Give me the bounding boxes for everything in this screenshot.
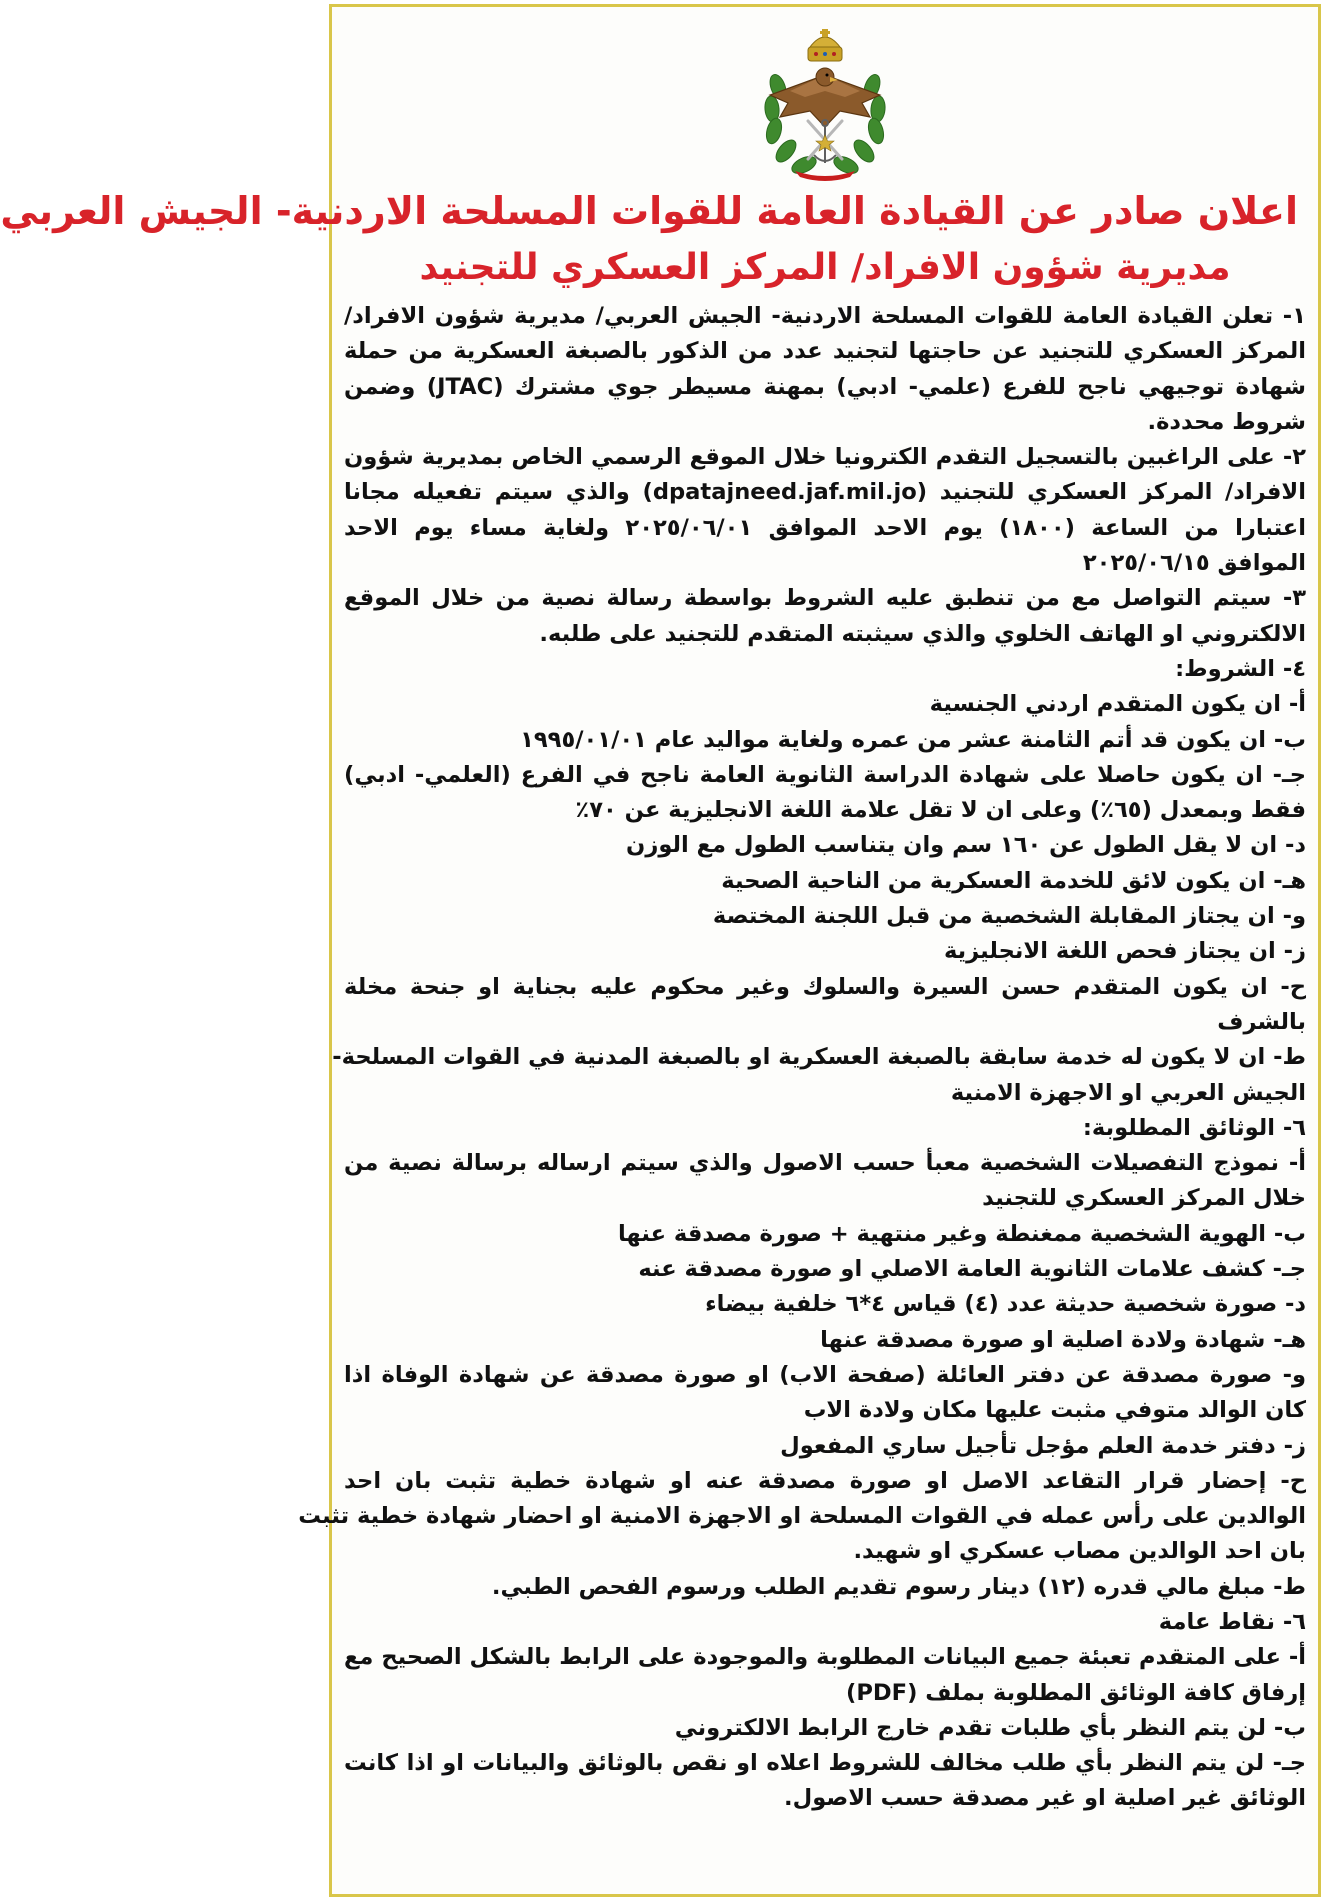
body-line: ١- تعلن القيادة العامة للقوات المسلحة الاردنية- الجيش العربي/ مديرية شؤون الافراد/: [344, 303, 1306, 329]
body-line: هـ- ان يكون لائق للخدمة العسكرية من الناحية الصحية: [721, 867, 1306, 894]
body-line: الوثائق غير اصلية او غير مصدقة حسب الاصول.: [784, 1785, 1306, 1812]
body-line: ٦- نقاط عامة: [1158, 1608, 1306, 1635]
body-line: فقط وبمعدل (٦٥٪) وعلى ان لا تقل علامة اللغة الانجليزية عن ٧٠٪: [575, 797, 1306, 824]
body-line: و- صورة مصدقة عن دفتر العائلة (صفحة الاب) او صورة مصدقة عن شهادة الوفاة اذا: [344, 1361, 1306, 1388]
body-line: ٢- على الراغبين بالتسجيل التقدم الكترونيا خلال الموقع الرسمي الخاص بمديرية شؤون: [344, 444, 1306, 471]
body-line: كان الوالد متوفي مثبت عليها مكان ولادة الاب: [803, 1397, 1306, 1424]
body-line: بان احد الوالدين مصاب عسكري او شهيد.: [853, 1538, 1306, 1565]
body-line: ٦- الوثائق المطلوبة:: [1082, 1114, 1306, 1141]
announcement-page: [0, 4, 1321, 1897]
body-line: الجيش العربي او الاجهزة الامنية: [950, 1079, 1306, 1106]
body-line: د- صورة شخصية حديثة عدد (٤) قياس ٤*٦ خلفية بيضاء: [705, 1291, 1306, 1318]
body-line: أ- نموذج التفصيلات الشخصية معبأ حسب الاصول والذي سيتم ارساله برسالة نصية من: [344, 1150, 1306, 1177]
jordan-armed-forces-emblem-icon: [750, 25, 900, 185]
body-line: ز- دفتر خدمة العلم مؤجل تأجيل ساري المفعول: [780, 1432, 1306, 1459]
body-line: اعتبارا من الساعة (١٨٠٠) يوم الاحد الموافق ٢٠٢٥/٠٦/٠١ ولغاية مساء يوم الاحد: [344, 514, 1306, 541]
body-line: الالكتروني او الهاتف الخلوي والذي سيثبته المتقدم للتجنيد على طلبه.: [539, 620, 1306, 647]
body-line: ٣- سيتم التواصل مع من تنطبق عليه الشروط بواسطة رسالة نصية من خلال الموقع: [344, 585, 1306, 612]
body-line: ب- لن يتم النظر بأي طلبات تقدم خارج الرابط الالكتروني: [674, 1714, 1306, 1741]
body-line: الافراد/ المركز العسكري للتجنيد (dpatajneed.jaf.mil.jo) والذي سيتم تفعيله مجانا: [344, 479, 1306, 506]
body-line: د- ان لا يقل الطول عن ١٦٠ سم وان يتناسب الطول مع الوزن: [626, 832, 1306, 859]
body-line: ب- الهوية الشخصية ممغنطة وغير منتهية + صورة مصدقة عنها: [617, 1220, 1306, 1247]
body-line: ز- ان يجتاز فحص اللغة الانجليزية: [943, 938, 1306, 965]
body-line: هـ- شهادة ولادة اصلية او صورة مصدقة عنها: [820, 1326, 1306, 1353]
body-line: و- ان يجتاز المقابلة الشخصية من قبل اللجنة المختصة: [712, 903, 1306, 930]
body-line: ح- ان يكون المتقدم حسن السيرة والسلوك وغير محكوم عليه بجناية او جنحة مخلة: [344, 973, 1306, 1000]
body-line: خلال المركز العسكري للتجنيد: [982, 1185, 1306, 1212]
body-line: جـ- لن يتم النظر بأي طلب مخالف للشروط اعلاه او نقص بالوثائق والبيانات او اذا كانت: [344, 1750, 1306, 1777]
body-line: الوالدين على رأس عمله في القوات المسلحة او الاجهزة الامنية او احضار شهادة خطية تثبت: [298, 1503, 1306, 1530]
body-line: شهادة توجيهي ناجح للفرع (علمي- ادبي) بمهنة مسيطر جوي مشترك (JTAC) وضمن: [344, 373, 1306, 400]
body-line: ب- ان يكون قد أتم الثامنة عشر من عمره ولغاية مواليد عام ١٩٩٥/٠١/٠١: [520, 726, 1306, 753]
body-line: المركز العسكري للتجنيد عن حاجتها لتجنيد عدد من الذكور بالصبغة العسكرية من حملة: [344, 338, 1306, 365]
body-line: شروط محددة.: [1147, 408, 1306, 435]
announcement-body: [298, 299, 1306, 1817]
body-line: الموافق ٢٠٢٥/٠٦/١٥: [1082, 550, 1306, 577]
body-line: جـ- كشف علامات الثانوية العامة الاصلي او صورة مصدقة عنه: [638, 1256, 1306, 1283]
body-line: أ- ان يكون المتقدم اردني الجنسية: [929, 691, 1306, 718]
body-line: جـ- ان يكون حاصلا على شهادة الدراسة الثانوية العامة ناجح في الفرع (العلمي- ادبي): [344, 761, 1306, 788]
body-line: ط- مبلغ مالي قدره (١٢) دينار رسوم تقديم الطلب ورسوم الفحص الطبي.: [491, 1573, 1306, 1600]
announcement-subtitle: مديرية شؤون الافراد/ المركز العسكري للتجنيد: [419, 247, 1231, 288]
body-line: أ- على المتقدم تعبئة جميع البيانات المطلوبة والموجودة على الرابط بالشكل الصحيح مع: [344, 1644, 1306, 1671]
body-line: ح- إحضار قرار التقاعد الاصل او صورة مصدقة عنه او شهادة خطية تثبت بان احد: [344, 1467, 1306, 1494]
body-line: بالشرف: [1217, 1008, 1306, 1035]
announcement-title: اعلان صادر عن القيادة العامة للقوات المسلحة الاردنية- الجيش العربي: [0, 189, 1298, 233]
body-line: إرفاق كافة الوثائق المطلوبة بملف (PDF): [845, 1679, 1306, 1706]
body-line: ٤- الشروط:: [1175, 655, 1306, 682]
body-line: ط- ان لا يكون له خدمة سابقة بالصبغة العسكرية او بالصبغة المدنية في القوات المسلحة-: [332, 1044, 1306, 1071]
